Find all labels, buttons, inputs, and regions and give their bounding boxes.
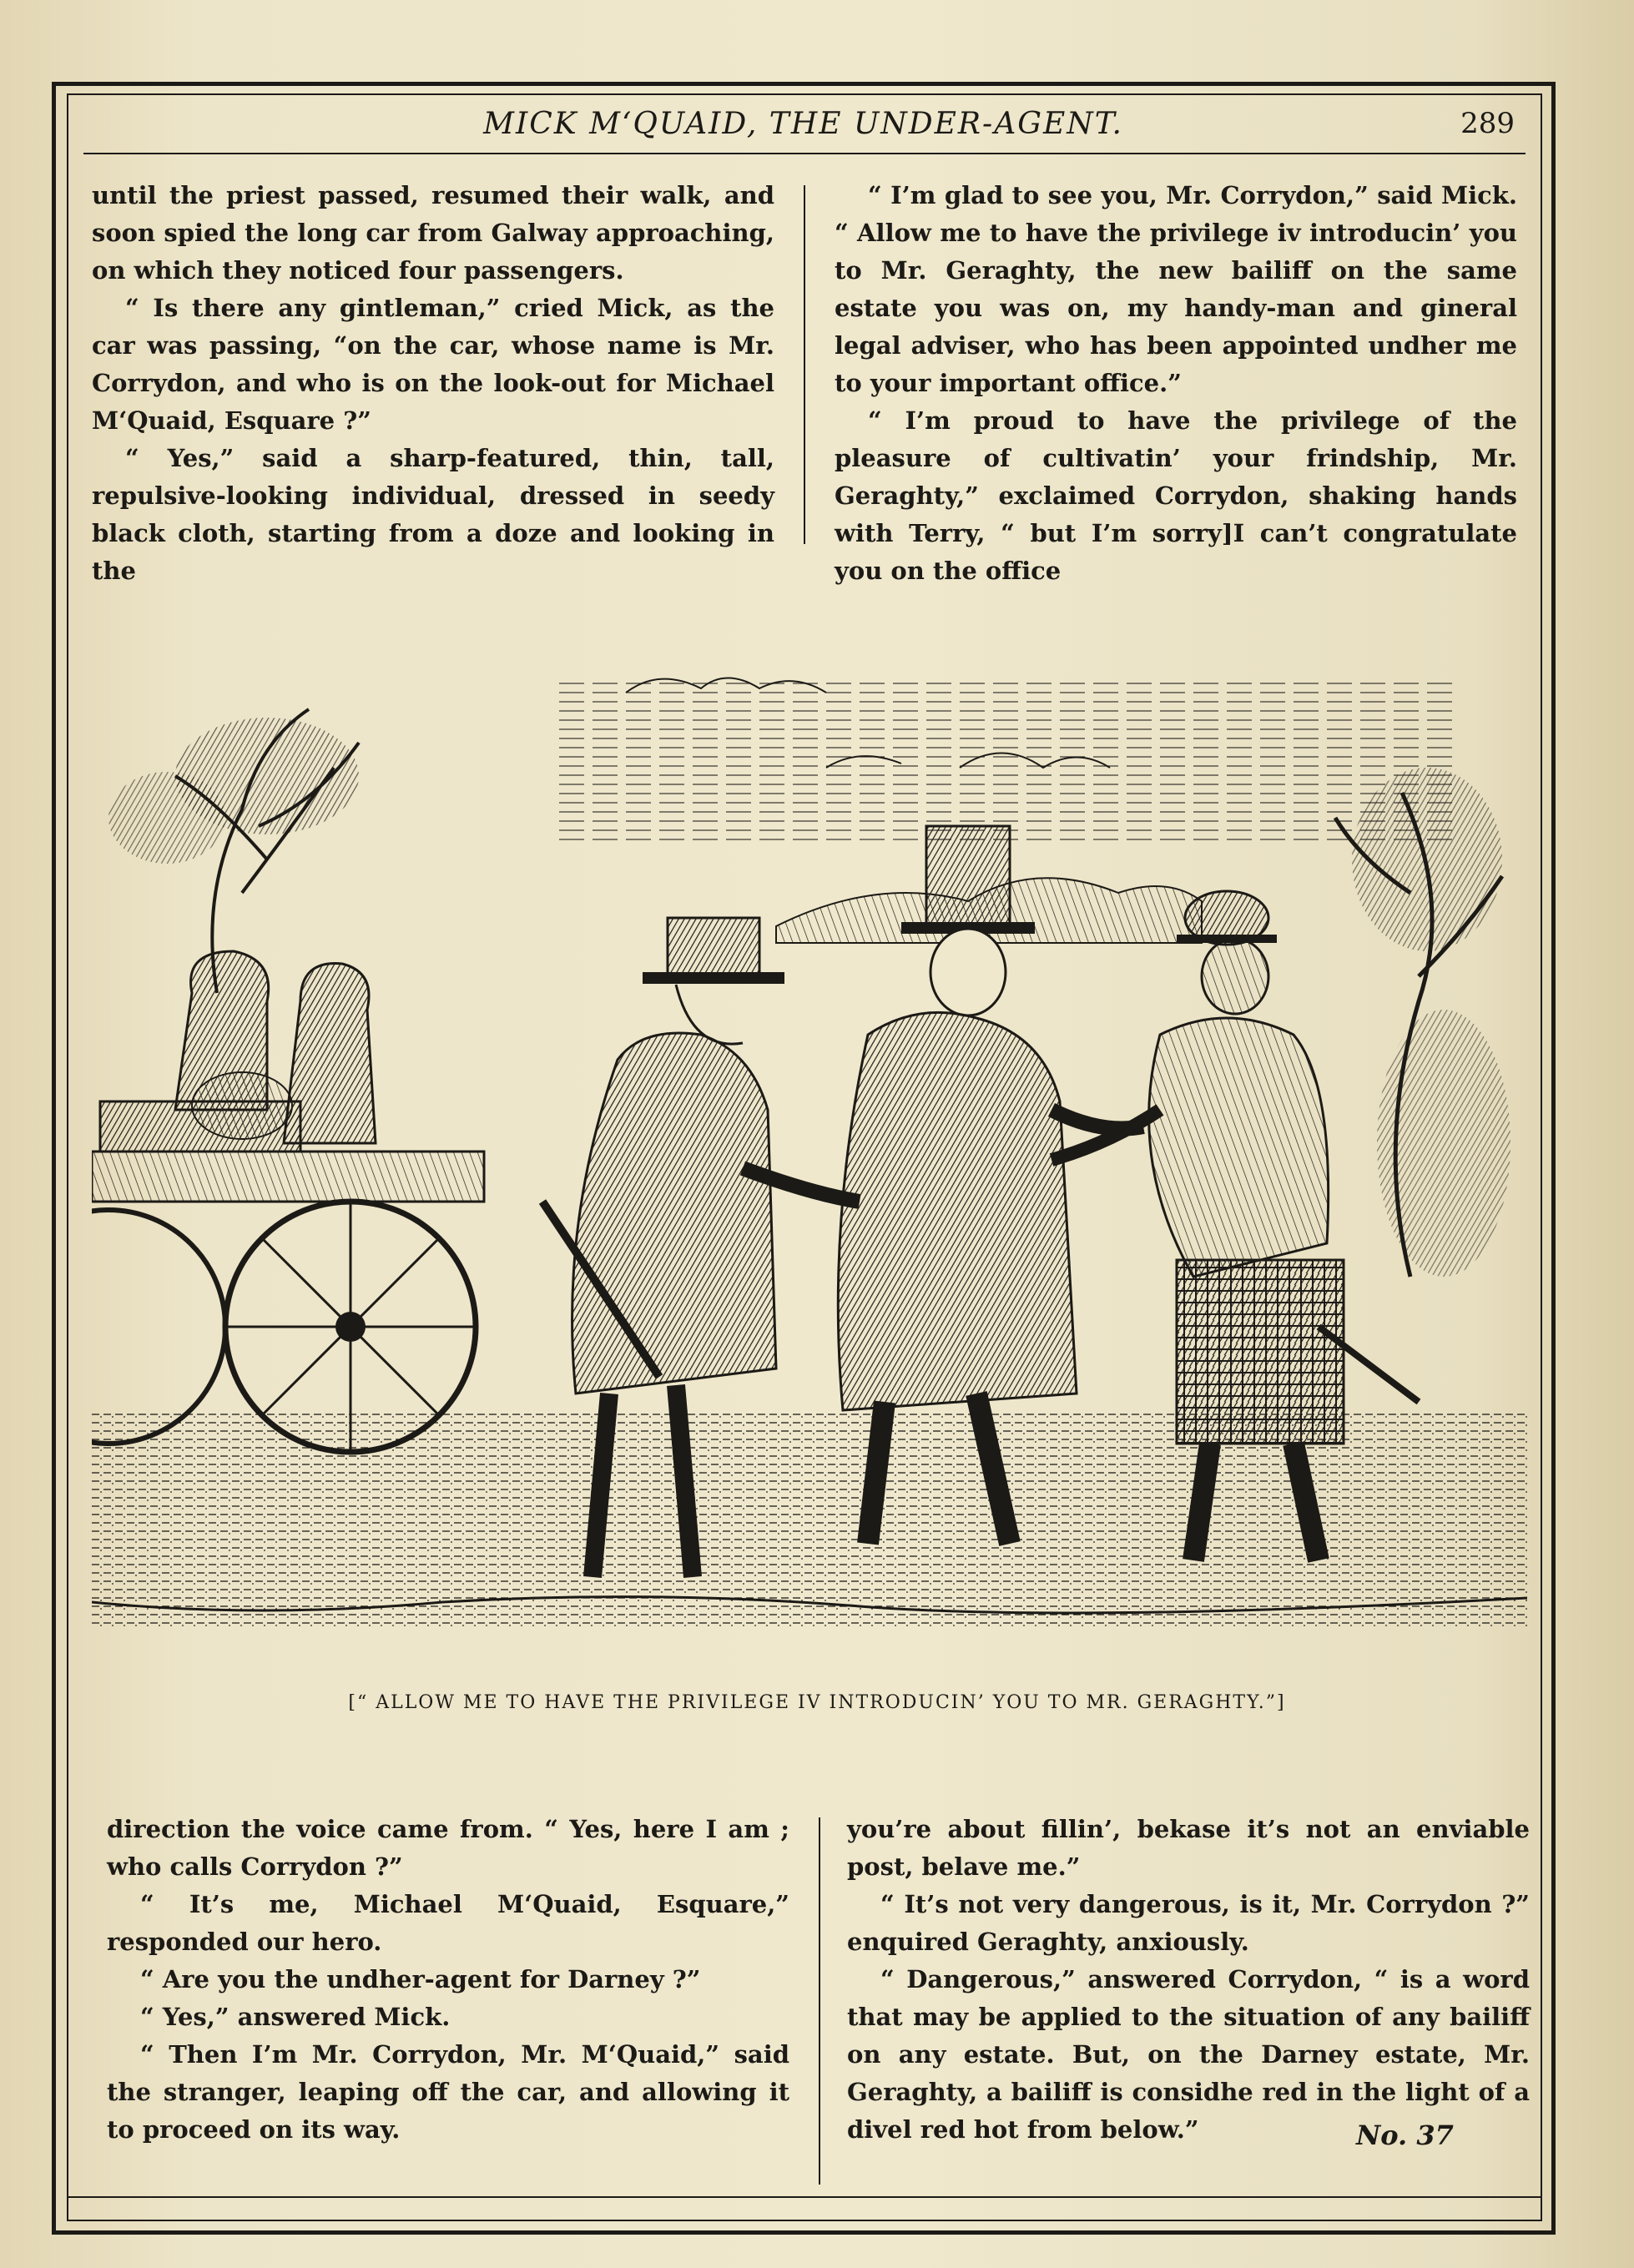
paragraph: “ Is there any gintleman,” cried Mick, as the car was passing, “on the car, whose name is Mr. Corrydon, and who is on the look-out for Michael M‘Quaid, Esquare ?”: [92, 294, 774, 435]
paragraph: “ Yes,” said a sharp-featured, thin, tall, repulsive-looking individual, dressed in seedy black cloth, starting from a doze and looking in the: [92, 444, 774, 585]
paragraph: you’re about fillin’, bekase it’s not an enviable post, belave me.”: [847, 1815, 1530, 1881]
jaunting-car: [92, 951, 484, 1452]
paragraph: “ It’s me, Michael M‘Quaid, Esquare,” responded our hero.: [107, 1890, 789, 1956]
paragraph: “ I’m glad to see you, Mr. Corrydon,” said Mick. “ Allow me to have the privilege iv introducin’ you to Mr. Geraghty, the new bailiff on the same estate you was on, my handy-man and gineral legal adviser, who has been appointed undher me to your important office.”: [835, 181, 1517, 397]
paragraph: “ Yes,” answered Mick.: [140, 2003, 451, 2031]
column-divider-top: [804, 185, 805, 544]
signature-mark: No. 37: [1356, 2119, 1454, 2151]
text-column-bottom-left: [107, 1811, 789, 2149]
paragraph: “ Are you the undher-agent for Darney ?”: [140, 1965, 701, 1993]
page-number: 289: [1460, 107, 1515, 140]
footer-rule: [67, 2196, 1542, 2198]
right-tree: [1335, 768, 1510, 1277]
paragraph: “ It’s not very dangerous, is it, Mr. Corrydon ?” enquired Geraghty, anxiously.: [847, 1890, 1530, 1956]
paragraph: “ Then I’m Mr. Corrydon, Mr. M‘Quaid,” said the stranger, leaping off the car, and allowing it to proceed on its way.: [107, 2040, 789, 2144]
text-column-top-right: [835, 177, 1517, 590]
paragraph: direction the voice came from. “ Yes, here I am ; who calls Corrydon ?”: [107, 1815, 789, 1881]
text-column-bottom-right: [847, 1811, 1530, 2149]
illustration-caption: [“ ALLOW ME TO HAVE THE PRIVILEGE IV INTRODUCIN’ YOU TO MR. GERAGHTY.”]: [348, 1692, 1286, 1713]
header-rule: [83, 153, 1526, 154]
page-header: [83, 107, 1523, 157]
text-column-top-left: [92, 177, 774, 590]
running-title: MICK M‘QUAID, THE UNDER-AGENT.: [483, 107, 1123, 141]
paragraph: until the priest passed, resumed their walk, and soon spied the long car from Galway approaching, on which they noticed four passengers.: [92, 181, 774, 285]
sky-hatching: [559, 676, 1460, 843]
column-divider-bottom: [819, 1817, 820, 2185]
paragraph: “ I’m proud to have the privilege of the pleasure of cultivatin’ your frindship, Mr. Geraghty,” exclaimed Corrydon, shaking hands with Terry, “ but I’m sorry]I can’t congratulate you on the office: [835, 406, 1517, 585]
engraving-illustration: [92, 643, 1527, 1652]
paragraph: “ Dangerous,” answered Corrydon, “ is a word that may be applied to the situation of any bailiff on any estate. But, on the Darney estate, Mr. Geraghty, a bailiff is considhe red in the light of a divel red hot from below.”: [847, 1965, 1530, 2144]
